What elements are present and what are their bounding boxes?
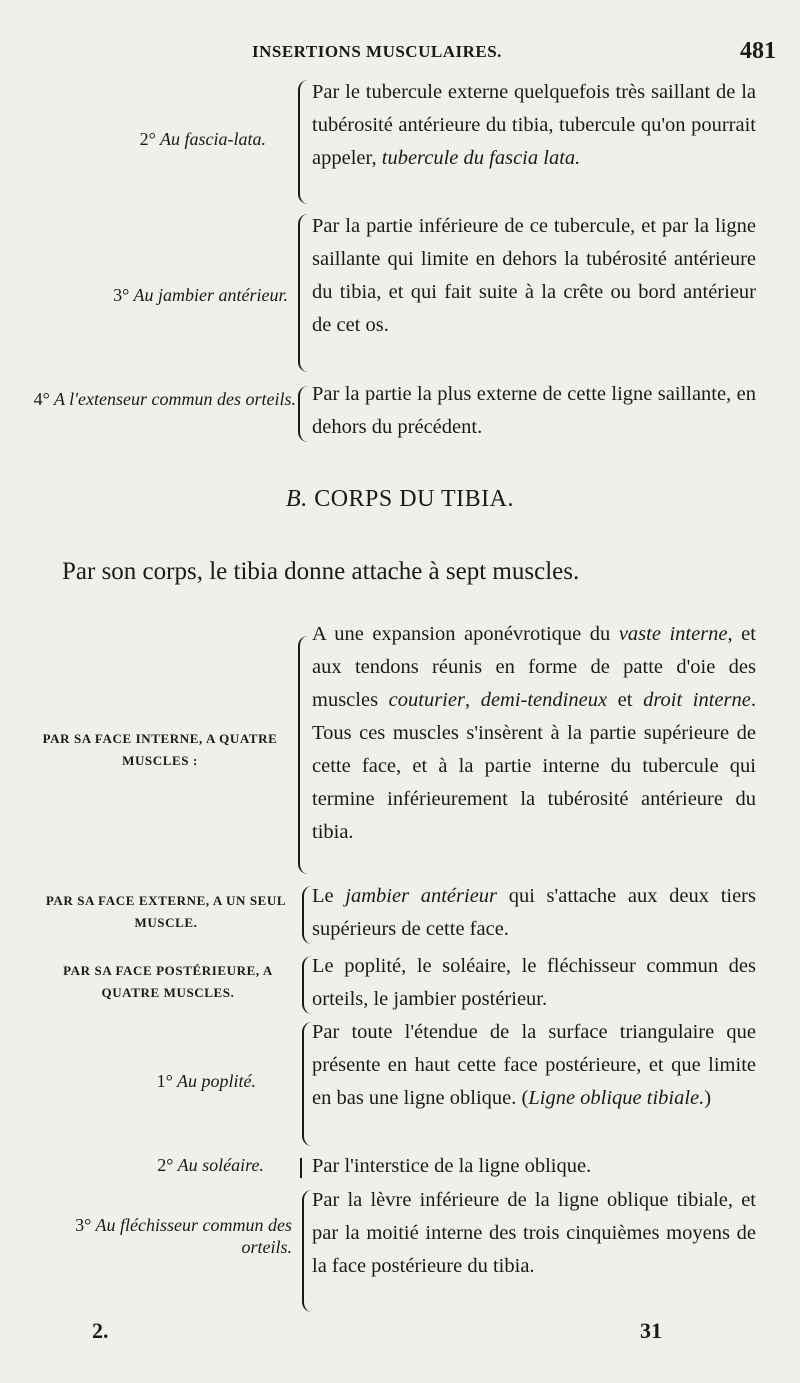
entry-flechisseur-commun: [0, 1184, 800, 1316]
brace: [298, 636, 312, 874]
entry-text: Par toute l'étendue de la surface triangulaire que présente en haut cette face postérieure, et que limite en bas une ligne oblique. (Ligne oblique tibiale.): [312, 1021, 756, 1109]
entry-label: PAR SA FACE INTERNE, A QUATRE MUSCLES :: [42, 731, 278, 768]
entry-text: A une expansion aponévrotique du vaste interne, et aux tendons réunis en forme de patte d'oie des muscles couturier, demi-tendineux et droit interne. Tous ces muscles s'insèrent à la partie supérieure de cette face, et à la partie interne du tubercule qui termine inférieurement la tubérosité antérieure du tibia.: [312, 623, 756, 843]
section-heading: B. CORPS DU TIBIA.: [286, 486, 514, 512]
entry-poplite: [0, 1016, 800, 1150]
entry-fascia-lata: [0, 76, 800, 208]
running-header: [0, 38, 800, 72]
entry-text: Par l'interstice de la ligne oblique.: [312, 1155, 592, 1177]
entry-label: 4° A l'extenseur commun des orteils.: [33, 389, 296, 409]
entry-label: 2° Au soléaire.: [157, 1155, 264, 1175]
signature-mark-left: 2.: [92, 1318, 109, 1343]
entry-label: 1° Au poplité.: [156, 1071, 256, 1091]
brace: [298, 214, 312, 372]
entry-label: PAR SA FACE EXTERNE, A UN SEUL MUSCLE.: [45, 893, 287, 930]
brace: [298, 386, 312, 442]
entry-extenseur-commun: [0, 378, 800, 448]
entry-text: Par la lèvre inférieure de la ligne oblique tibiale, et par la moitié interne des trois cinquièmes moyens de la face postérieure du tibia.: [312, 1189, 756, 1277]
entry-label: 3° Au fléchisseur commun des orteils.: [75, 1215, 292, 1257]
entry-face-externe: [0, 880, 800, 948]
entry-label: 3° Au jambier antérieur.: [113, 285, 288, 305]
entry-text: Le poplité, le soléaire, le fléchisseur commun des orteils, le jambier postérieur.: [312, 955, 756, 1010]
running-title: INSERTIONS MUSCULAIRES.: [252, 42, 502, 61]
signature-mark-right: 31: [640, 1318, 662, 1343]
entry-label: PAR SA FACE POSTÉRIEURE, A QUATRE MUSCLES.: [63, 963, 273, 1000]
entry-soleaire: [0, 1150, 800, 1184]
page-number: 481: [740, 38, 776, 64]
entry-face-interne: [0, 618, 800, 882]
entry-text: Par le tubercule externe quelquefois très saillant de la tubérosité antérieure du tibia, tubercule qu'on pourrait appeler, tubercule du fascia lata.: [312, 81, 756, 169]
entry-text: Le jambier antérieur qui s'attache aux deux tiers supérieurs de cette face.: [312, 885, 756, 940]
entry-face-posterieure: [0, 950, 800, 1018]
section-intro: Par son corps, le tibia donne attache à sept muscles.: [62, 558, 580, 585]
entry-label: 2° Au fascia-lata.: [139, 129, 266, 149]
brace: [298, 80, 312, 204]
entry-text: Par la partie la plus externe de cette ligne saillante, en dehors du précédent.: [312, 383, 756, 438]
entry-jambier-anterieur: [0, 210, 800, 376]
entry-text: Par la partie inférieure de ce tubercule, et par la ligne saillante qui limite en dehors la tubérosité antérieure du tibia, et qui fait suite à la crête ou bord antérieur de cet os.: [312, 215, 756, 336]
brace: [300, 1158, 302, 1178]
